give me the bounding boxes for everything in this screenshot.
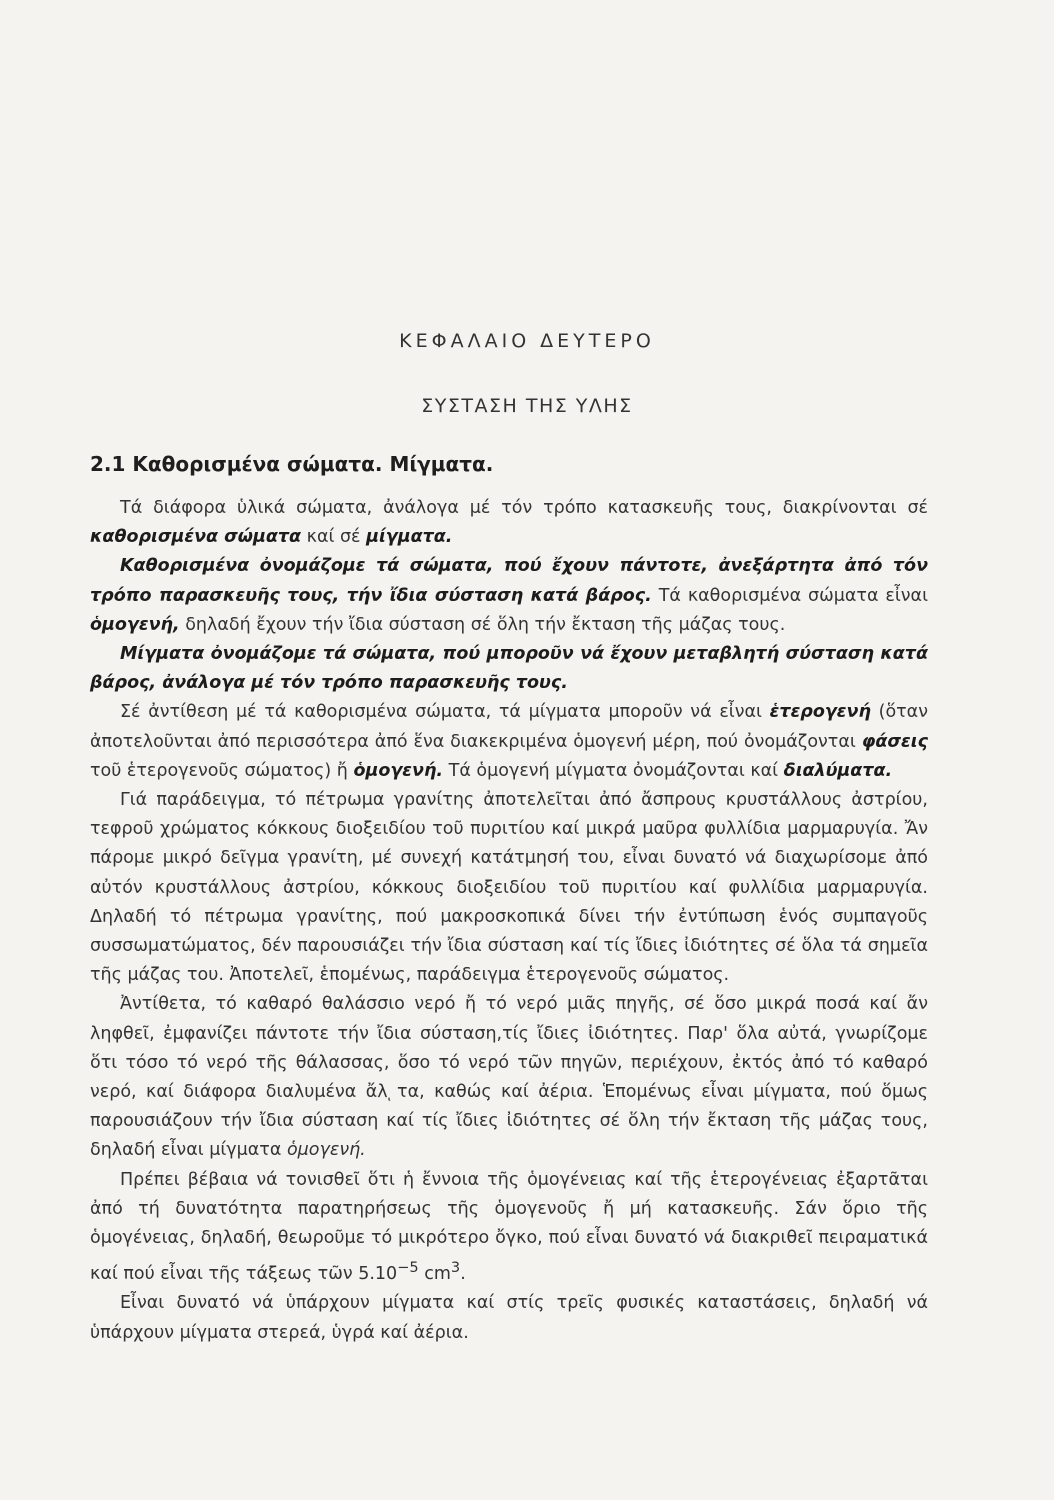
- paragraph-8: [90, 1289, 928, 1347]
- term-solutions: διαλύματα.: [783, 760, 893, 781]
- term-heterogeneous: ἑτερογενή: [769, 702, 871, 723]
- section-heading: 2.1 Καθορισμένα σώματα. Μίγματα.: [90, 452, 494, 476]
- superscript-cube: 3: [450, 1259, 461, 1277]
- body-text: [90, 494, 928, 1348]
- text-run: Τά καθορισμένα σώματα εἶναι: [651, 585, 929, 606]
- text-run: (ὅταν ἀποτελοῦνται ἀπό περισσότερα ἀπό ἕνα διακεκριμένα ὁμογενή μέρη, πού ὀνομάζονται: [90, 702, 928, 752]
- paragraph-6: [90, 990, 928, 1165]
- term-homogeneous: ὁμογενή.: [353, 760, 444, 781]
- text-run: δηλαδή ἔχουν τήν ἴδια σύσταση σέ ὅλη τήν ἔκταση τῆς μάζας τους.: [179, 614, 786, 635]
- text-run: Σέ ἀντίθεση μέ τά καθορισμένα σώματα, τά μίγματα μποροῦν νά εἶναι: [120, 702, 770, 723]
- superscript-exponent: −5: [397, 1259, 419, 1277]
- term-homogeneous: ὁμογενή,: [90, 614, 180, 635]
- term-defined-bodies: καθορισμένα σώματα: [90, 527, 302, 548]
- paragraph-5: [90, 786, 928, 990]
- chapter-title: ΣΥΣΤΑΣΗ ΤΗΣ ΥΛΗΣ: [421, 395, 633, 417]
- paragraph-3: [90, 640, 928, 698]
- text-run: cm: [418, 1264, 451, 1285]
- text-run: Τά ὁμογενή μίγματα ὀνομάζονται καί: [443, 760, 784, 781]
- text-run: Ἀντίθετα, τό καθαρό θαλάσσιο νερό ἤ τό νερό μιᾶς πηγῆς, σέ ὅσο μικρά ποσά καί ἄν ληφθεῖ, ἐμφανίζει πάντοτε τήν ἴδια σύσταση,τίς ἴδιες ἰδιότητες. Παρ' ὅλα αὐτά, γνωρίζομε ὅτι τόσο τό νερό τῆς θάλασσας, ὅσο τό νερό τῶν πηγῶν, περιέχουν, ἐκτός ἀπό τό καθαρό νερό, καί διάφορα διαλυμένα ἄλ ͅτα, καθώς καί ἀέρια. Ἑπομένως εἶναι μίγματα, πού ὅμως παρουσιάζουν τήν ἴδια σύσταση καί τίς ἴδιες ἰδιότητες σέ ὅλη τήν ἔκταση τῆς μάζας τους, δηλαδή εἶναι μίγματα: [90, 994, 928, 1161]
- term-homogeneous-italic: ὁμογενή.: [286, 1140, 366, 1161]
- term-mixtures: μίγματα.: [366, 527, 453, 548]
- paragraph-7: [90, 1166, 928, 1290]
- chapter-label: ΚΕΦΑΛΑΙΟ ΔΕΥΤΕΡΟ: [399, 330, 655, 352]
- text-run: καί σέ: [301, 527, 367, 548]
- term-phases: φάσεις: [861, 731, 928, 752]
- definition-mixtures: Μίγματα ὀνομάζομε τά σώματα, πού μποροῦν νά ἔχουν μεταβλητή σύσταση κατά βάρος, ἀνάλογα μέ τόν τρόπο παρασκευῆς τους.: [90, 644, 928, 694]
- text-run: Εἶναι δυνατό νά ὑπάρχουν μίγματα καί στίς τρεῖς φυσικές καταστάσεις, δηλαδή νά ὑπάρχουν μίγματα στερεά, ὑγρά καί ἀέρια.: [90, 1293, 928, 1343]
- text-run: .: [460, 1264, 466, 1285]
- paragraph-2: [90, 552, 928, 640]
- text-run: Γιά παράδειγμα, τό πέτρωμα γρανίτης ἀποτελεῖται ἀπό ἄσπρους κρυστάλλους ἀστρίου, τεφροῦ χρώματος κόκκους διοξειδίου τοῦ πυριτίου καί μικρά μαῦρα φυλλίδια μαρμαρυγία. Ἄν πάρομε μικρό δεῖγμα γρανίτη, μέ συνεχή κατάτμησή του, εἶναι δυνατό νά διαχωρίσομε ἀπό αὐτόν κρυστάλλους ἀστρίου, κόκκους διοξειδίου τοῦ πυριτίου καί φυλλίδια μαρμαρυγία. Δηλαδή τό πέτρωμα γρανίτης, πού μακροσκοπικά δίνει τήν ἐντύπωση ἑνός συμπαγοῦς συσσωματώματος, δέν παρουσιάζει τήν ἴδια σύσταση καί τίς ἴδιες ἰδιότητες σέ ὅλα τά σημεῖα τῆς μάζας του. Ἀποτελεῖ, ἑπομένως, παράδειγμα ἑτερογενοῦς σώματος.: [90, 790, 928, 986]
- paragraph-4: [90, 698, 928, 786]
- text-run: Τά διάφορα ὑλικά σώματα, ἀνάλογα μέ τόν τρόπο κατασκευῆς τους, διακρίνονται σέ: [120, 498, 928, 518]
- paragraph-1: [90, 494, 928, 552]
- definition-defined-bodies: Καθορισμένα ὀνομάζομε τά σώματα, πού ἔχουν πάντοτε, ἀνεξάρτητα ἀπό τόν τρόπο παρασκευῆς τους, τήν ἴδια σύσταση κατά βάρος.: [90, 556, 928, 606]
- text-run: τοῦ ἑτερογενοῦς σώματος) ἤ: [90, 760, 354, 781]
- text-run: Πρέπει βέβαια νά τονισθεῖ ὅτι ἡ ἔννοια τῆς ὁμογένειας καί τῆς ἑτερογένειας ἐξαρτᾶται ἀπό τή δυνατότητα παρατηρήσεως τῆς ὁμογενοῦς ἤ μή κατασκευῆς. Σάν ὅριο τῆς ὁμογένειας, δηλαδή, θεωροῦμε τό μικρότερο ὄγκο, πού εἶναι δυνατό νά διακριθεῖ πειραματικά καί πού εἶναι τῆς τάξεως τῶν 5.10: [90, 1169, 928, 1285]
